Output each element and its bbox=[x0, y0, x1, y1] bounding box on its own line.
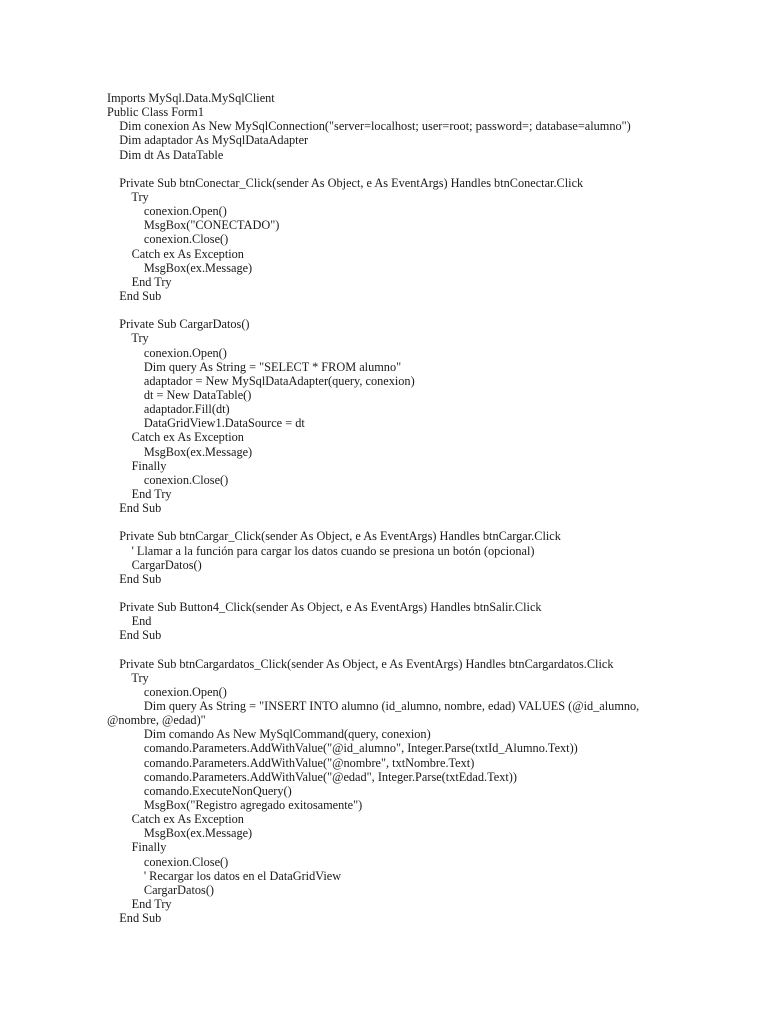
code-line: End Sub bbox=[107, 911, 162, 926]
code-line: comando.Parameters.AddWithValue("@edad", Integer.Parse(txtEdad.Text)) bbox=[107, 769, 517, 784]
code-line: End Try bbox=[107, 486, 172, 501]
code-line: MsgBox("CONECTADO") bbox=[107, 218, 280, 233]
code-line: adaptador = New MySqlDataAdapter(query, conexion) bbox=[107, 373, 415, 388]
code-listing bbox=[107, 91, 747, 925]
code-line: Dim query As String = "SELECT * FROM alumno" bbox=[107, 359, 402, 374]
code-line: comando.Parameters.AddWithValue("@nombre", txtNombre.Text) bbox=[107, 755, 475, 770]
code-line: End Sub bbox=[107, 288, 162, 303]
code-line: dt = New DataTable() bbox=[107, 387, 252, 402]
code-line: conexion.Close() bbox=[107, 854, 229, 869]
code-line: Catch ex As Exception bbox=[107, 430, 244, 445]
code-line: End bbox=[107, 614, 152, 629]
code-line: CargarDatos() bbox=[107, 882, 215, 897]
code-line: Public Class Form1 bbox=[107, 105, 205, 120]
code-line: Dim comando As New MySqlCommand(query, conexion) bbox=[107, 727, 431, 742]
code-line: End Sub bbox=[107, 628, 162, 643]
code-line: Private Sub btnCargardatos_Click(sender As Object, e As EventArgs) Handles btnCargardatos.Click bbox=[107, 656, 614, 671]
code-line: ' Llamar a la función para cargar los datos cuando se presiona un botón (opcional) bbox=[107, 543, 535, 558]
code-line: Imports MySql.Data.MySqlClient bbox=[107, 91, 275, 105]
code-line: Private Sub CargarDatos() bbox=[107, 317, 250, 332]
code-line: Try bbox=[107, 189, 149, 204]
code-line: End Try bbox=[107, 274, 172, 289]
code-line: Private Sub Button4_Click(sender As Object, e As EventArgs) Handles btnSalir.Click bbox=[107, 600, 542, 615]
code-line: conexion.Close() bbox=[107, 472, 229, 487]
code-line: MsgBox("Registro agregado exitosamente") bbox=[107, 798, 363, 813]
code-line: Dim dt As DataTable bbox=[107, 147, 224, 162]
code-line: conexion.Open() bbox=[107, 345, 227, 360]
code-line: Catch ex As Exception bbox=[107, 812, 244, 827]
code-line: Finally bbox=[107, 840, 167, 855]
code-line: End Sub bbox=[107, 571, 162, 586]
code-line: Try bbox=[107, 670, 149, 685]
code-line: Finally bbox=[107, 458, 167, 473]
code-line: comando.ExecuteNonQuery() bbox=[107, 783, 292, 798]
code-line: conexion.Open() bbox=[107, 684, 227, 699]
code-line: Private Sub btnConectar_Click(sender As Object, e As EventArgs) Handles btnConectar.Click bbox=[107, 175, 584, 190]
code-line: Private Sub btnCargar_Click(sender As Object, e As EventArgs) Handles btnCargar.Click bbox=[107, 529, 561, 544]
code-line: Catch ex As Exception bbox=[107, 246, 244, 261]
code-line bbox=[107, 586, 747, 600]
code-line: Dim adaptador As MySqlDataAdapter bbox=[107, 133, 309, 148]
code-line bbox=[107, 515, 747, 529]
code-line: End Try bbox=[107, 897, 172, 912]
code-line: conexion.Close() bbox=[107, 232, 229, 247]
code-line: conexion.Open() bbox=[107, 204, 227, 219]
code-line: comando.Parameters.AddWithValue("@id_alumno", Integer.Parse(txtId_Alumno.Text)) bbox=[107, 741, 578, 756]
code-line: ' Recargar los datos en el DataGridView bbox=[107, 868, 342, 883]
code-line: adaptador.Fill(dt) bbox=[107, 402, 230, 417]
code-line: MsgBox(ex.Message) bbox=[107, 444, 253, 459]
code-line bbox=[107, 162, 747, 176]
code-line: End Sub bbox=[107, 501, 162, 516]
code-line: Dim query As String = "INSERT INTO alumno (id_alumno, nombre, edad) VALUES (@id_alumno, bbox=[107, 699, 640, 714]
code-line: CargarDatos() bbox=[107, 557, 202, 572]
code-line: MsgBox(ex.Message) bbox=[107, 260, 253, 275]
code-line: Dim conexion As New MySqlConnection("server=localhost; user=root; password=; database=alumno") bbox=[107, 119, 631, 134]
code-line: @nombre, @edad)" bbox=[107, 713, 206, 728]
code-line bbox=[107, 303, 747, 317]
code-line bbox=[107, 642, 747, 656]
code-line: DataGridView1.DataSource = dt bbox=[107, 416, 305, 431]
code-line: Try bbox=[107, 331, 149, 346]
code-line: MsgBox(ex.Message) bbox=[107, 826, 253, 841]
